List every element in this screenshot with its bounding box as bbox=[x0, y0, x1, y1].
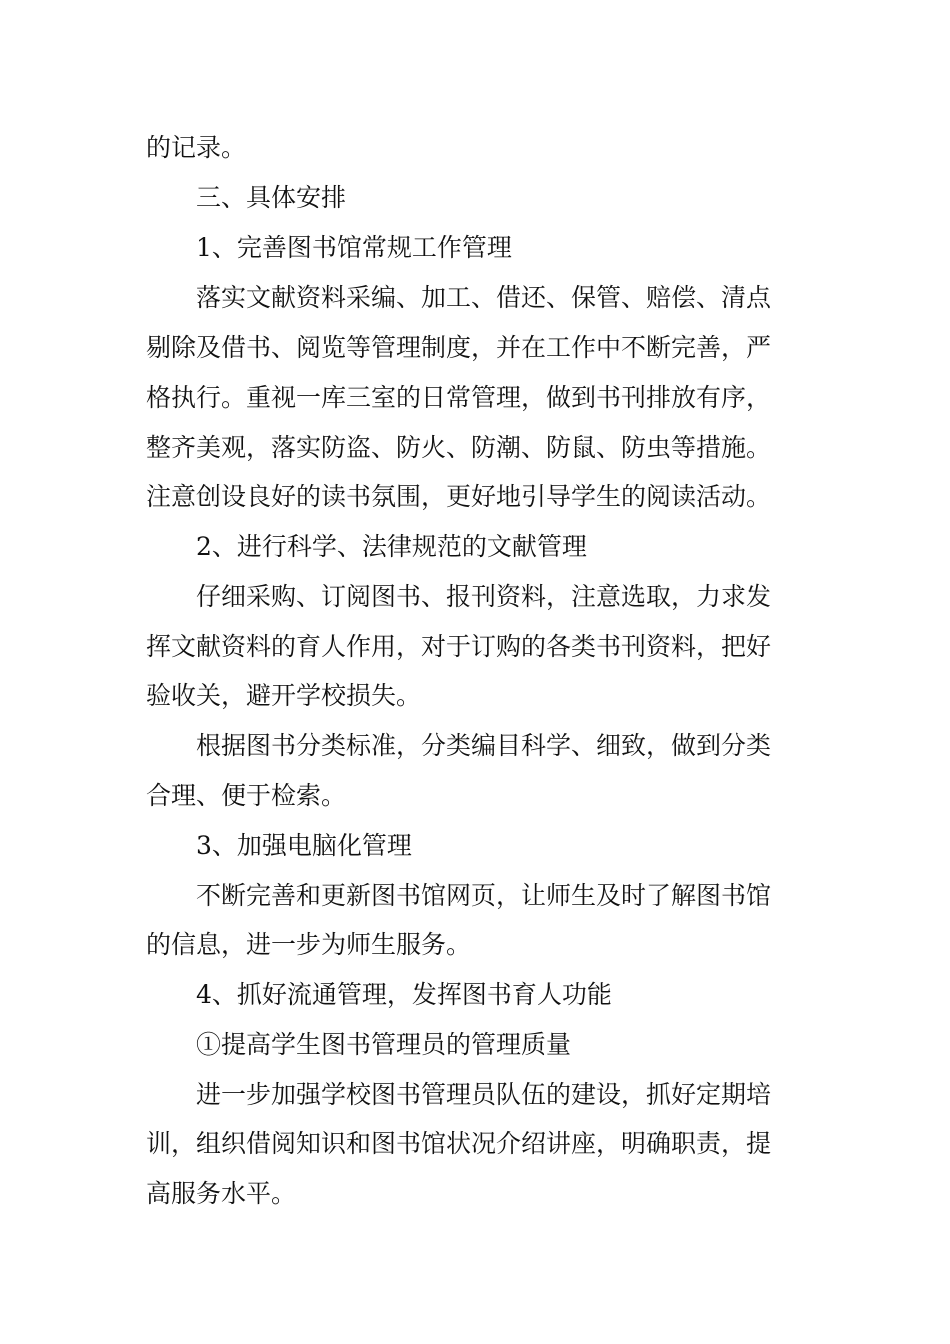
text-line: 进一步加强学校图书管理员队伍的建设，抓好定期培 bbox=[196, 1080, 772, 1109]
text-line: 注意创设良好的读书氛围，更好地引导学生的阅读活动。 bbox=[146, 482, 772, 511]
text-line: 根据图书分类标准，分类编目科学、细致，做到分类 bbox=[196, 731, 772, 760]
subsection-heading: 1、完善图书馆常规工作管理 bbox=[196, 233, 512, 262]
section-heading: 三、具体安排 bbox=[196, 183, 347, 212]
text-line: 的记录。 bbox=[146, 133, 247, 162]
subsection-heading: ①提高学生图书管理员的管理质量 bbox=[196, 1030, 572, 1059]
text-line: 训，组织借阅知识和图书馆状况介绍讲座，明确职责，提 bbox=[146, 1129, 772, 1158]
text-line: 高服务水平。 bbox=[146, 1179, 297, 1208]
subsection-heading: 3、加强电脑化管理 bbox=[196, 831, 412, 860]
text-line: 验收关，避开学校损失。 bbox=[146, 681, 422, 710]
text-line: 合理、便于检索。 bbox=[146, 781, 347, 810]
text-line: 格执行。重视一库三室的日常管理，做到书刊排放有序， bbox=[146, 383, 772, 412]
text-line: 挥文献资料的育人作用，对于订购的各类书刊资料，把好 bbox=[146, 632, 772, 661]
text-line: 整齐美观，落实防盗、防火、防潮、防鼠、防虫等措施。 bbox=[146, 433, 772, 462]
text-line: 的信息，进一步为师生服务。 bbox=[146, 930, 472, 959]
text-line: 不断完善和更新图书馆网页，让师生及时了解图书馆 bbox=[196, 881, 772, 910]
text-line: 剔除及借书、阅览等管理制度，并在工作中不断完善，严 bbox=[146, 333, 772, 362]
text-line: 仔细采购、订阅图书、报刊资料，注意选取，力求发 bbox=[196, 582, 772, 611]
subsection-heading: 2、进行科学、法律规范的文献管理 bbox=[196, 532, 587, 561]
text-line: 落实文献资料采编、加工、借还、保管、赔偿、清点 bbox=[196, 283, 772, 312]
subsection-heading: 4、抓好流通管理，发挥图书育人功能 bbox=[196, 980, 612, 1009]
